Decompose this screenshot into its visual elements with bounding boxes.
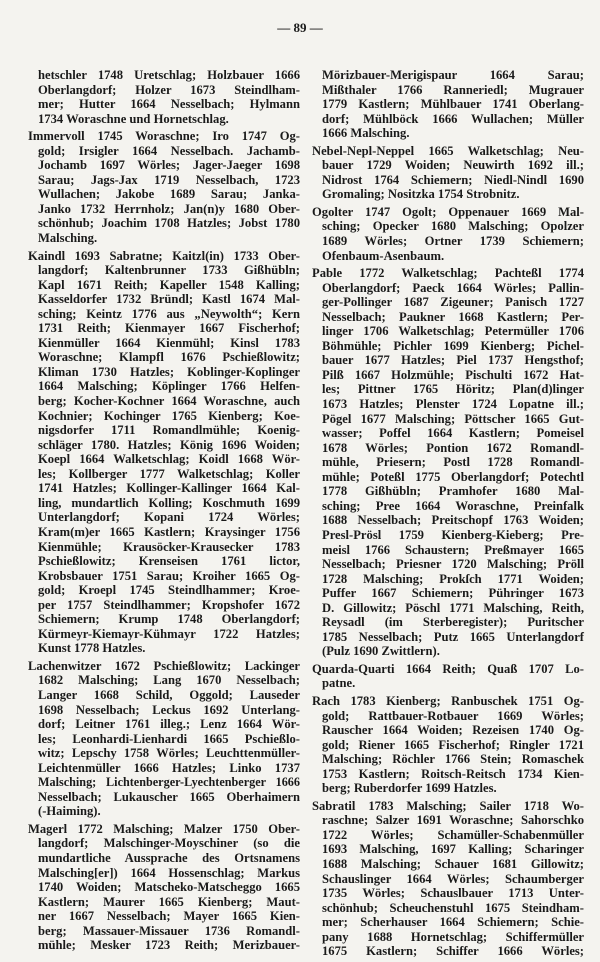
text-line: schläger 1780. Hatzles; König 1696 Woiden;	[38, 437, 300, 452]
text-line: Rauscher 1664 Woiden; Rezeisen 1740 Og-	[322, 723, 584, 738]
text-line: sching; Pree 1664 Woraschne, Preinfalk	[322, 498, 584, 513]
text-line: 1740 Woiden; Matscheko-Matscheggo 1665	[38, 880, 300, 895]
text-line: (Pulz 1690 Zwittlern).	[322, 644, 440, 659]
text-line: wasser; Poffel 1664 Kastlern; Pomeisel	[322, 426, 584, 441]
text-line: gold; Rattbauer-Rotbauer 1669 Wörles;	[322, 708, 584, 723]
text-line: Kienmüller 1664 Kienmühl; Kinsl 1783	[38, 335, 300, 350]
text-line: mer; Scherhauser 1664 Schiemern; Schie-	[322, 915, 584, 930]
text-line: Schiemern; Krump 1748 Oberlangdorf;	[38, 612, 300, 627]
text-line: Nesselbach; Lukauscher 1665 Oberhaimern	[38, 789, 300, 804]
text-line: Leichtenmüller 1666 Hatzles; Linko 1737	[38, 760, 300, 775]
text-line: Langer 1668 Schild, Oggold; Lauseder	[38, 687, 300, 702]
text-line: Kram(m)er 1665 Kastlern; Kraysinger 1756	[38, 524, 300, 539]
text-line: per 1757 Steindlhammer; Kropshofer 1672	[38, 597, 300, 612]
text-line: Woraschne; Klampfl 1676 Pschießlowitz;	[38, 350, 300, 365]
text-line: Kliman 1730 Hatzles; Koblinger-Koplinger	[38, 364, 300, 379]
text-line: 1693 Malsching, 1697 Kalling; Scharinger	[322, 842, 584, 857]
index-entry	[312, 205, 584, 263]
text-line: les; Leonhardi-Lienhardi 1665 Pschießlo-	[38, 731, 300, 746]
text-line: sching; Keintz 1776 aus „Neywolth“; Kern	[38, 306, 300, 321]
text-line: (-Haiming).	[38, 804, 101, 819]
text-line: pany 1688 Hornetschlag; Schiffermüller	[322, 929, 584, 944]
text-line: 1698 Nesselbach; Leckus 1692 Unterlang-	[38, 702, 300, 717]
text-line: 1666 Malsching.	[322, 126, 410, 141]
text-line: 1734 Woraschne und Hornetschlag.	[38, 111, 229, 126]
text-line: Oberlangdorf; Paeck 1664 Wörles; Pallin-	[322, 280, 584, 295]
text-line: Jochamb 1697 Wörles; Jager-Jaeger 1698	[38, 158, 300, 173]
text-line: 1675 Kastlern; Schiffer 1666 Wörles;	[322, 944, 584, 959]
text-line: sching; Opecker 1680 Malsching; Opolzer	[322, 219, 584, 234]
text-line: 1664 Malsching; Köplinger 1766 Helfen-	[38, 379, 300, 394]
text-line: 1753 Kastlern; Roitsch-Reitsch 1734 Kien-	[322, 766, 584, 781]
text-line: 1778 Gißhübln; Pramhofer 1680 Mal-	[322, 484, 584, 499]
text-line: 1689 Wörles; Ortner 1739 Schiemern;	[322, 234, 584, 249]
text-line: 1688 Nesselbach; Preitschopf 1763 Woiden;	[322, 513, 584, 528]
text-line: Pable 1772 Walketschlag; Pachteßl 1774	[312, 266, 584, 281]
index-entry	[312, 266, 584, 659]
text-line: ger-Pollinger 1687 Zigeuner; Panisch 1727	[322, 295, 584, 310]
text-line: Presl-Prösl 1759 Kienberg-Kieberg; Pre-	[322, 527, 584, 542]
text-line: Nidrost 1764 Schiemern; Niedl-Nindl 1690	[322, 172, 584, 187]
text-line: Malsching.	[38, 231, 98, 246]
index-entry	[312, 694, 584, 796]
text-line: berg; Kocher-Kochner 1664 Woraschne, auch	[38, 394, 300, 409]
text-line: Janko 1732 Herrnholz; Jan(n)y 1680 Ober-	[38, 201, 300, 216]
text-line: Kastlern; Maurer 1665 Kienberg; Maut-	[38, 894, 300, 909]
text-line: Rach 1783 Kienberg; Ranbuschek 1751 Og-	[312, 693, 584, 708]
text-line: patne.	[322, 676, 356, 691]
text-line: Kochnier; Kochinger 1765 Kienberg; Koe-	[38, 408, 300, 423]
text-line: 1785 Nesselbach; Putz 1665 Unterlangdorf	[322, 629, 584, 644]
text-line: mer; Hutter 1664 Nesselbach; Hylmann	[38, 97, 300, 112]
text-line: schönhub; Joachim 1708 Hatzles; Jobst 1780	[38, 216, 300, 231]
text-line: Immervoll 1745 Woraschne; Iro 1747 Og-	[28, 129, 300, 144]
text-line: mühle; Mesker 1723 Reith; Merizbauer-	[38, 938, 300, 953]
text-line: Oberlangdorf; Holzer 1673 Steindlham-	[38, 82, 300, 97]
text-line: berg; Massauer-Missauer 1736 Romandl-	[38, 923, 300, 938]
text-line: les; Pittner 1765 Höritz; Plan(d)linger	[322, 382, 584, 397]
text-line: Kapl 1671 Reith; Kapeller 1548 Kalling;	[38, 277, 300, 292]
text-line: Quarda-Quarti 1664 Reith; Quaß 1707 Lo-	[312, 661, 584, 676]
text-line: 1728 Malsching; Prokſch 1771 Woiden;	[322, 571, 584, 586]
index-entry	[28, 129, 300, 245]
text-line: Mißthaler 1766 Ranneriedl; Mugrauer	[322, 82, 584, 97]
text-line: Pilß 1667 Holzmühle; Pischulti 1672 Hat-	[322, 367, 584, 382]
text-line: mühle; Poteßl 1775 Oberlangdorf; Potechtl	[322, 469, 584, 484]
text-line: ner 1667 Nesselbach; Mayer 1665 Kien-	[38, 909, 300, 924]
text-line: hetschler 1748 Uretschlag; Holzbauer 1666	[38, 68, 300, 82]
text-line: Magerl 1772 Malsching; Malzer 1750 Ober-	[28, 821, 300, 836]
text-line: Kunst 1778 Hatzles.	[38, 641, 146, 656]
text-line: D. Gillowitz; Pöschl 1771 Malsching, Reith,	[322, 600, 584, 615]
text-line: nigsdorfer 1711 Romandlmühle; Koenig-	[38, 423, 300, 438]
text-line: Ogolter 1747 Ogolt; Oppenauer 1669 Mal-	[312, 204, 584, 219]
text-line: les; Kollberger 1777 Walketschlag; Koller	[38, 466, 300, 481]
text-line: Nesselbach; Paukner 1668 Kastlern; Per-	[322, 309, 584, 324]
text-line: 1731 Reith; Kienmayer 1667 Fischerhof;	[38, 321, 300, 336]
text-line: Kasseldorfer 1732 Bründl; Kastl 1674 Mal-	[38, 292, 300, 307]
text-line: Kaindl 1693 Sabratne; Kaitzl(in) 1733 Ober-	[28, 248, 300, 263]
index-entry	[28, 249, 300, 656]
index-entry	[28, 68, 300, 126]
text-line: Malsching; Lichtenberger-Lyechtenberger 1666	[38, 775, 300, 790]
text-line: bauer 1677 Hatzles; Piel 1737 Hengsthof;	[322, 353, 584, 368]
text-line: ling, mundartlich Kolling; Koschmuth 1699	[38, 495, 300, 510]
text-line: 1688 Malsching; Schauer 1681 Gillowitz;	[322, 856, 584, 871]
index-entry	[312, 68, 584, 141]
text-line: Ofenbaum-Asenbaum.	[322, 248, 445, 263]
text-line: Krobsbauer 1751 Sarau; Kroiher 1665 Og-	[38, 568, 300, 583]
text-line: meisl 1766 Schaustern; Preßmayer 1665	[322, 542, 584, 557]
text-line: Pögel 1677 Malsching; Pöttscher 1665 Gut-	[322, 411, 584, 426]
text-line: mundartliche Aussprache des Ortsnamens	[38, 850, 300, 865]
text-line: berg; Ruberdorfer 1699 Hatzles.	[322, 781, 497, 796]
text-line: Kienmühle; Krausöcker-Krausecker 1783	[38, 539, 300, 554]
index-entry	[28, 822, 300, 953]
text-line: raschne; Salzer 1691 Woraschne; Sahorschko	[322, 813, 584, 828]
text-line: 1678 Wörles; Pontion 1672 Romandl-	[322, 440, 584, 455]
text-line: dorf; Mühlböck 1666 Wullachen; Müller	[322, 111, 584, 126]
text-line: Mörizbauer-Merigispaur 1664 Sarau;	[322, 68, 584, 82]
text-line: Sarau; Jags-Jax 1719 Nesselbach, 1723	[38, 172, 300, 187]
text-line: Koepl 1664 Walketschlag; Koidl 1668 Wör-	[38, 452, 300, 467]
text-line: Pschießlowitz; Krenseisen 1761 lictor,	[38, 554, 300, 569]
text-line: witz; Lepschy 1758 Wörles; Leuchttenmüller-	[38, 746, 300, 761]
text-line: linger 1706 Walketschlag; Petermüller 1706	[322, 324, 584, 339]
text-line: langdorf; Malschinger-Moyschiner (so die	[38, 836, 300, 851]
page-number: — 89 —	[277, 20, 323, 35]
text-line: gold; Irsigler 1664 Nesselbach. Jachamb-	[38, 143, 300, 158]
text-line: Reysadl (im Sterberegister); Puritscher	[322, 615, 584, 630]
text-line: gold; Kroepl 1745 Steindlhammer; Kroe-	[38, 583, 300, 598]
text-line: gold; Riener 1665 Fischerhof; Ringler 1721	[322, 737, 584, 752]
index-entry	[312, 662, 584, 691]
text-line: 1779 Kastlern; Mühlbauer 1741 Oberlang-	[322, 97, 584, 112]
text-line: Böhmühle; Pichler 1699 Kienberg; Pichel-	[322, 338, 584, 353]
text-line: langdorf; Kaltenbrunner 1733 Gißhübln;	[38, 263, 300, 278]
text-line: schönhub; Scheuchenstuhl 1675 Steindham-	[322, 900, 584, 915]
text-line: Puffer 1667 Schiemern; Pühringer 1673	[322, 586, 584, 601]
text-line: Schauslinger 1664 Wörles; Schaumberger	[322, 871, 584, 886]
text-line: 1722 Wörles; Schamüller-Schabenmüller	[322, 827, 584, 842]
text-line: Lachenwitzer 1672 Pschießlowitz; Lackinger	[28, 658, 300, 673]
text-line: 1673 Hatzles; Plenster 1724 Lopatne ill.;	[322, 397, 584, 412]
text-line: Kürmeyr-Kiemayr-Kühmayr 1722 Hatzles;	[38, 626, 300, 641]
text-line: Gromaling; Nositzka 1754 Strobnitz.	[322, 187, 520, 202]
text-line: bauer 1729 Woiden; Neuwirth 1692 ill.;	[322, 158, 584, 173]
text-line: 1741 Hatzles; Kollinger-Kallinger 1664 Kal-	[38, 481, 300, 496]
text-line: Sabratil 1783 Malsching; Sailer 1718 Wo-	[312, 798, 584, 813]
text-line: Unterlangdorf; Kopani 1724 Wörles;	[38, 510, 300, 525]
text-line: 1735 Wörles; Schauslbauer 1713 Unter-	[322, 886, 584, 901]
right-column	[312, 68, 584, 962]
text-line: Malsching[er]) 1664 Hossenschlag; Markus	[38, 865, 300, 880]
index-entry	[312, 799, 584, 959]
left-column	[28, 68, 300, 956]
index-entry	[28, 659, 300, 819]
text-line: dorf; Leitner 1761 illeg.; Lenz 1664 Wör-	[38, 717, 300, 732]
index-entry	[312, 144, 584, 202]
text-line: Wullachen; Jakobe 1689 Sarau; Janka-	[38, 187, 300, 202]
text-line: Nesselbach; Priesner 1720 Malsching; Pröll	[322, 557, 584, 572]
text-line: Malsching; Röchler 1766 Stein; Romaschek	[322, 752, 584, 767]
text-line: Nebel-Nepl-Neppel 1665 Walketschlag; Neu-	[312, 143, 584, 158]
text-line: 1682 Malsching; Lang 1670 Nesselbach;	[38, 673, 300, 688]
text-line: mühle, Priesern; Postl 1728 Romandl-	[322, 455, 584, 470]
